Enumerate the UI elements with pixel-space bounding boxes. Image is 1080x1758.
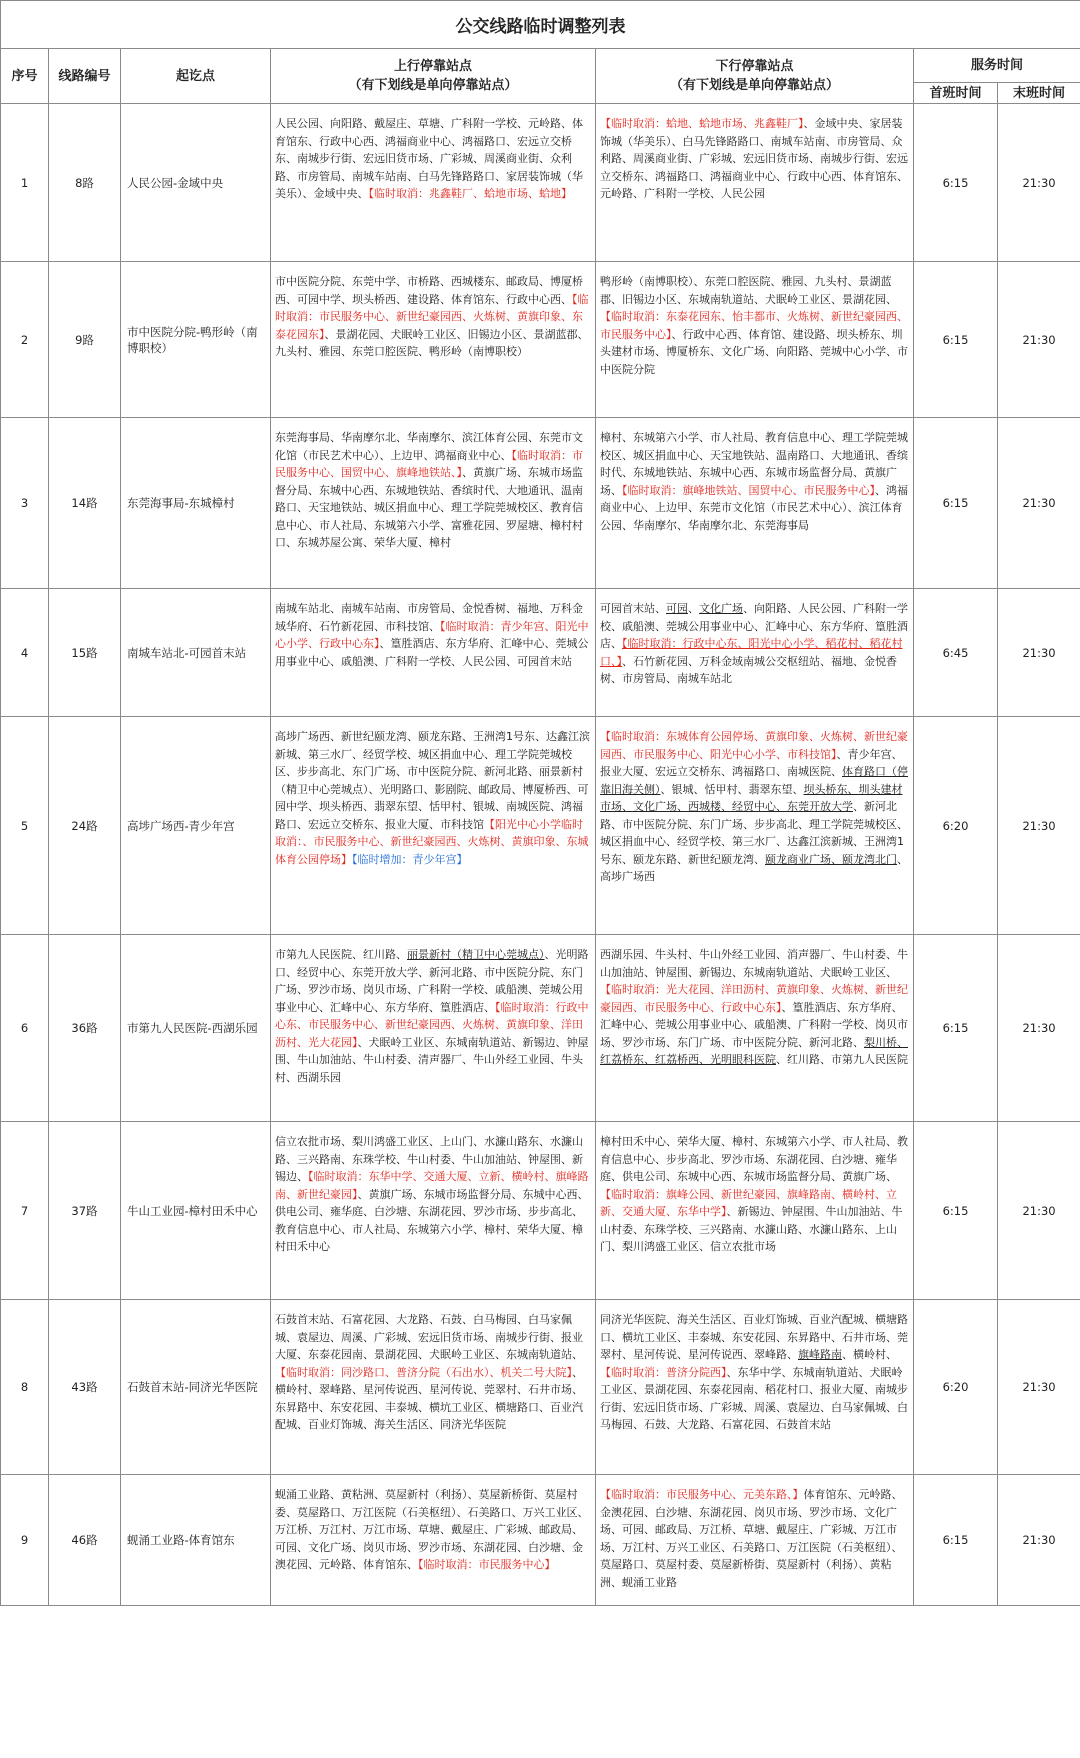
first-bus-time: 6:15 <box>914 1475 998 1606</box>
table-row <box>1 589 1080 717</box>
cancelled-stops-note: 【临时取消：同沙路口、普济分院（石出水）、机关二号大院】 <box>275 1365 572 1379</box>
added-stops-note: 【临时增加：青少年宫】 <box>352 852 468 866</box>
row-seq: 3 <box>1 418 49 589</box>
one-way-stops: 梨川桥、红荔桥东、红荔桥西、光明眼科医院 <box>600 1035 908 1066</box>
stop-segment: 、青少年宫、报业大厦、宏远立交桥东、鸿福路口、南城医院、 <box>600 747 903 778</box>
stop-segment: 、鸿福商业中心、上边甲、东莞市文化馆（市民艺术中心）、滨江体育公园、华南摩尔、华南摩尔北、东莞海事局 <box>600 483 908 532</box>
stop-segment: 人民公园、向阳路、戴屋庄、草塘、广科附一学校、元岭路、体育馆东、行政中心西、鸿福商业中心、鸿福路口、宏远立交桥东、南城步行街、宏远旧货市场、广彩城、周溪商业街、众利路、市房管局、南城车站南、白马先锋路路口、家居装饰城（华美乐）、金域中央、 <box>275 117 583 200</box>
table-row <box>1 1300 1080 1475</box>
header-up-note: （有下划线是单向停靠站点） <box>348 78 518 93</box>
down-stops <box>596 262 914 418</box>
cancelled-stops-note: 【临时取消：市民服务中心、新世纪豪园西、火炼树、黄旗印象、东泰花园东】 <box>275 292 589 341</box>
origin-destination: 东莞海事局-东城樟村 <box>121 418 271 589</box>
one-way-stops: 体育路口（停靠旧海关侧） <box>600 765 908 796</box>
last-bus-time: 21:30 <box>998 935 1080 1122</box>
row-seq: 9 <box>1 1475 49 1606</box>
cancelled-stops-note: 【临时取消：行政中心东、阳光中心小学、稻花村、稻花村口、】 <box>600 637 903 668</box>
header-down-stops <box>596 49 914 104</box>
down-stops <box>596 1475 914 1606</box>
last-bus-time: 21:30 <box>998 418 1080 589</box>
line-code: 24路 <box>49 717 121 935</box>
down-stops <box>596 1122 914 1300</box>
stop-segment: 樟村、东城第六小学、市人社局、教育信息中心、理工学院莞城校区、城区捐血中心、天宝地铁站、温南路口、大地通讯、香缤时代、东城地铁站、东城中心西、东城市场监督分局、黄旗广场、 <box>600 431 908 497</box>
up-stops <box>271 262 596 418</box>
origin-destination: 高埗广场西-青少年宫 <box>121 717 271 935</box>
stop-segment: 、 <box>688 602 699 615</box>
up-stops <box>271 418 596 589</box>
stop-segment: 、横岭村、翠峰路、星河传说西、星河传说、莞翠村、石井市场、东昇路中、东安花园、丰泰城、横坑工业区、横塘路口、百业汽配城、百业灯饰城、海关生活区、同济光华医院 <box>275 1365 583 1431</box>
stop-segment: 、犬眠岭工业区、东城南轨道站、新锡边、钟屋围、牛山加油站、牛山村委、清声器厂、牛山外经工业园、牛头村、西湖乐园 <box>275 1035 589 1084</box>
first-bus-time: 6:20 <box>914 717 998 935</box>
stop-segment: 、光明路口、经贸中心、东莞开放大学、新河北路、市中医院分院、东门广场、罗沙市场、岗贝市场、广科附一学校、戚船澳、莞城公用事业中心、汇峰中心、东方华府、篁胜酒店、 <box>275 948 589 1014</box>
row-seq: 5 <box>1 717 49 935</box>
header-first-bus: 首班时间 <box>914 83 998 104</box>
table-row <box>1 418 1080 589</box>
one-way-stops: 坝头桥东、圳头建材市场、文化广场、西城楼、经贸中心、东莞开放大学 <box>600 782 903 813</box>
table-row <box>1 104 1080 262</box>
last-bus-time: 21:30 <box>998 262 1080 418</box>
table-title: 公交线路临时调整列表 <box>1 1 1080 49</box>
header-up-title: 上行停靠站点 <box>393 59 472 74</box>
down-stops <box>596 104 914 262</box>
stop-segment: 、高埗广场西 <box>600 852 908 883</box>
row-seq: 7 <box>1 1122 49 1300</box>
stop-segment: 市中医院分院、东莞中学、市桥路、西城楼东、邮政局、博厦桥西、可园中学、坝头桥西、建设路、体育馆东、行政中心西、 <box>275 275 583 306</box>
stop-segment: 、篁胜酒店、东方华府、汇峰中心、莞城公用事业中心、戚船澳、广科附一学校、岗贝市场、罗沙市场、东门广场、市中医院分院、新河北路、 <box>600 1000 908 1049</box>
origin-destination: 牛山工业园-樟村田禾中心 <box>121 1122 271 1300</box>
stop-segment: 、黄旗广场、东城市场监督分局、东城中心西、供电公司、雍华庭、白沙塘、东湖花园、罗沙市场、步步高北、教育信息中心、市人社局、东城第六小学、樟村、荣华大厦、樟村田禾中心 <box>275 1187 589 1253</box>
header-service-time: 服务时间 <box>914 49 1080 83</box>
cancelled-stops-note: 【临时取消：普济分院西】 <box>600 1365 727 1379</box>
up-stops <box>271 1475 596 1606</box>
stop-segment: 、行政中心西、体育馆、建设路、坝头桥东、圳头建材市场、博厦桥东、文化广场、向阳路、莞城中心小学、市中医院分院 <box>600 327 908 376</box>
up-stops <box>271 104 596 262</box>
table-row <box>1 262 1080 418</box>
origin-destination: 南城车站北-可园首末站 <box>121 589 271 717</box>
cancelled-stops-note: 【阳光中心小学临时取消：、市民服务中心、新世纪豪园西、火炼树、黄旗印象、东城体育公园停场】 <box>275 817 589 866</box>
stop-segment: 、黄旗广场、东城市场监督分局、东城中心西、东城地铁站、香缤时代、大地通讯、温南路口、天宝地铁站、城区捐血中心、理工学院莞城校区、教育信息中心、市人社局、东城第六小学、富雅花园、罗屋塘、樟村村口、东城苏屋公寓、荣华大厦、樟村 <box>275 466 583 549</box>
table-row <box>1 935 1080 1122</box>
header-down-note: （有下划线是单向停靠站点） <box>669 78 839 93</box>
up-stops <box>271 1122 596 1300</box>
header-down-title: 下行停靠站点 <box>715 59 794 74</box>
row-seq: 2 <box>1 262 49 418</box>
first-bus-time: 6:15 <box>914 104 998 262</box>
row-seq: 6 <box>1 935 49 1122</box>
table-body <box>1 104 1080 1606</box>
cancelled-stops-note: 【临时取消：青少年宫、阳光中心小学、行政中心东】 <box>275 619 589 650</box>
last-bus-time: 21:30 <box>998 1475 1080 1606</box>
last-bus-time: 21:30 <box>998 1122 1080 1300</box>
first-bus-time: 6:15 <box>914 935 998 1122</box>
stop-segment: 、向阳路、人民公园、广科附一学校、戚船澳、莞城公用事业中心、汇峰中心、东方华府、篁胜酒店、 <box>600 602 908 650</box>
stop-segment: 、新锡边、钟屋围、牛山加油站、牛山村委、东珠学校、三兴路南、水濂山路、水濂山路东、上山门、梨川鸿盛工业区、信立农批市场 <box>600 1205 903 1253</box>
row-seq: 4 <box>1 589 49 717</box>
down-stops <box>596 935 914 1122</box>
stop-segment: 高埗广场西、新世纪颐龙湾、颐龙东路、王洲湾1号东、达鑫江滨新城、第三水厂、经贸学校、城区捐血中心、理工学院莞城校区、步步高北、东门广场、市中医院分院、新河北路、丽景新村（精卫中心莞城点）、光明路口、影剧院、邮政局、博厦桥西、可园中学、坝头桥西、翡翠东望、恬甲村、银城、南城医院、鸿福路口、宏远立交桥东、报业大厦、市科技馆 <box>275 730 590 831</box>
line-code: 15路 <box>49 589 121 717</box>
stop-segment: 鸭形岭（南博职校）、东莞口腔医院、雅园、九头村、景湖蓝郡、旧锡边小区、东城南轨道站、犬眠岭工业区、景湖花园、 <box>600 275 897 306</box>
stop-segment: 可园首末站、 <box>600 602 666 615</box>
cancelled-stops-note: 【临时取消：市民服务中心、国贸中心、旗峰地铁站、】 <box>275 448 583 479</box>
stop-segment: 西湖乐园、牛头村、牛山外经工业园、消声器厂、牛山村委、牛山加油站、钟屋围、新锡边、东城南轨道站、犬眠岭工业区、 <box>600 948 908 979</box>
stop-segment: 、东华中学、东城南轨道站、犬眠岭工业区、景湖花园、东泰花园南、稻花村口、报业大厦、南城步行街、宏远旧货市场、广彩城、周溪、袁屋边、白马家佩城、白马梅园、石鼓、大龙路、石富花园、石鼓首末站 <box>600 1365 908 1431</box>
cancelled-stops-note: 【临时取消：东泰花园东、怡丰都市、火炼树、新世纪豪园西、市民服务中心】 <box>600 310 908 341</box>
cancelled-stops-note: 【临时取消：东城体育公园停场、黄旗印象、火炼树、新世纪豪园西、市民服务中心、阳光中心小学、市科技馆】 <box>600 730 908 761</box>
one-way-stops: 丽景新村（精卫中心莞城点） <box>407 948 545 961</box>
header-last-bus: 末班时间 <box>998 83 1080 104</box>
line-code: 14路 <box>49 418 121 589</box>
line-code: 8路 <box>49 104 121 262</box>
first-bus-time: 6:20 <box>914 1300 998 1475</box>
down-stops <box>596 1300 914 1475</box>
table-row <box>1 1122 1080 1300</box>
stop-segment: 、银城、恬甲村、翡翠东望、 <box>660 782 804 796</box>
origin-destination: 市第九人民医院-西湖乐园 <box>121 935 271 1122</box>
line-code: 9路 <box>49 262 121 418</box>
last-bus-time: 21:30 <box>998 589 1080 717</box>
up-stops <box>271 589 596 717</box>
stop-segment: 东莞海事局、华南摩尔北、华南摩尔、滨江体育公园、东莞市文化馆（市民艺术中心）、上边甲、鸿福商业中心、 <box>275 431 583 462</box>
one-way-stops: 旗峰路南 <box>798 1348 842 1361</box>
down-stops <box>596 717 914 935</box>
origin-destination: 石鼓首末站-同济光华医院 <box>121 1300 271 1475</box>
one-way-stops: 文化广场 <box>699 602 743 615</box>
stop-segment: 南城车站北、南城车站南、市房管局、金悦香树、福地、万科金域华府、石竹新花园、市科技馆、 <box>275 602 583 633</box>
cancelled-stops-note: 【临时取消：兆鑫鞋厂、蛤地市场、蛤地】 <box>368 187 572 200</box>
first-bus-time: 6:15 <box>914 1122 998 1300</box>
cancelled-stops-note: 【临时取消：光大花园、洋田沥村、黄旗印象、火炼树、新世纪豪园西、市民服务中心、行政中心东】 <box>600 983 908 1014</box>
cancelled-stops-note: 【临时取消：行政中心东、市民服务中心、新世纪豪园西、火炼树、黄旗印象、洋田沥村、光大花园】 <box>275 1000 589 1049</box>
header-line-code: 线路编号 <box>49 49 121 104</box>
stop-segment: 樟村田禾中心、荣华大厦、樟村、东城第六小学、市人社局、教育信息中心、步步高北、罗沙市场、东湖花园、白沙塘、雍华庭、供电公司、东城中心西、东城市场监督分局、黄旗广场、 <box>600 1135 908 1183</box>
stop-segment: 同济光华医院、海关生活区、百业灯饰城、百业汽配城、横塘路口、横坑工业区、丰泰城、东安花园、东昇路中、石井市场、莞翠村、星河传说、星河传说西、翠峰路、 <box>600 1313 908 1361</box>
stop-segment: 、横岭村、 <box>842 1348 897 1361</box>
line-code: 43路 <box>49 1300 121 1475</box>
up-stops <box>271 935 596 1122</box>
stop-segment: 、景湖花园、犬眠岭工业区、旧锡边小区、景湖蓝郡、九头村、雅园、东莞口腔医院、鸭形岭（南博职校） <box>275 327 589 358</box>
stop-segment: 市第九人民医院、红川路、 <box>275 948 407 961</box>
header-up-stops <box>271 49 596 104</box>
header-origin-destination: 起讫点 <box>121 49 271 104</box>
down-stops <box>596 589 914 717</box>
one-way-stops: 可园 <box>666 602 688 615</box>
origin-destination: 蚬涌工业路-体育馆东 <box>121 1475 271 1606</box>
stop-segment: 石鼓首末站、石富花园、大龙路、石鼓、白马梅园、白马家佩城、袁屋边、周溪、广彩城、宏远旧货市场、南城步行街、报业大厦、东泰花园南、景湖花园、犬眠岭工业区、东城南轨道站、 <box>275 1313 583 1361</box>
cancelled-stops-note: 【临时取消：市民服务中心】 <box>418 1558 556 1571</box>
stop-segment: 体育馆东、元岭路、金澳花园、白沙塘、东湖花园、岗贝市场、罗沙市场、文化广场、可园、邮政局、万江桥、草塘、戴屋庄、广彩城、万江市场、万江村、万兴工业区、石美路口、万江医院（石美枢纽）、莫屋路口、莫屋村委、莫屋新桥街、莫屋新村（利扬）、黄粘洲、蚬涌工业路 <box>600 1488 903 1589</box>
stop-segment: 、新河北路、市中医院分院、东门广场、步步高北、理工学院莞城校区、城区捐血中心、经贸学校、第三水厂、达鑫江滨新城、王洲湾1号东、颐龙东路、新世纪颐龙湾、 <box>600 800 908 866</box>
row-seq: 1 <box>1 104 49 262</box>
down-stops <box>596 418 914 589</box>
line-code: 46路 <box>49 1475 121 1606</box>
cancelled-stops-note: 【临时取消：东华中学、交通大厦、立新、横岭村、旗峰路南、新世纪豪园】 <box>275 1170 589 1201</box>
stop-segment: 信立农批市场、梨川鸿盛工业区、上山门、水濂山路东、水濂山路、三兴路南、东珠学校、牛山村委、牛山加油站、钟屋围、新锡边、 <box>275 1135 583 1183</box>
cancelled-stops-note: 【临时取消：市民服务中心、元美东路、】 <box>600 1488 804 1501</box>
line-code: 37路 <box>49 1122 121 1300</box>
origin-destination: 市中医院分院-鸭形岭（南博职校） <box>121 262 271 418</box>
last-bus-time: 21:30 <box>998 717 1080 935</box>
one-way-stops: 颐龙商业广场、颐龙湾北门 <box>765 852 897 866</box>
cancelled-stops-note: 【临时取消：蛤地、蛤地市场、兆鑫鞋厂】 <box>600 117 804 130</box>
stop-segment: 、红川路、市第九人民医院 <box>776 1053 908 1066</box>
first-bus-time: 6:45 <box>914 589 998 717</box>
row-seq: 8 <box>1 1300 49 1475</box>
table-row <box>1 1475 1080 1606</box>
cancelled-stops-note: 【临时取消：旗峰公园、新世纪豪园、旗峰路南、横岭村、立新、交通大厦、东华中学】 <box>600 1187 897 1218</box>
line-code: 36路 <box>49 935 121 1122</box>
stop-segment: 蚬涌工业路、黄粘洲、莫屋新村（利扬）、莫屋新桥街、莫屋村委、莫屋路口、万江医院（石美枢纽）、石美路口、万兴工业区、万江桥、万江村、万江市场、草塘、戴屋庄、广彩城、邮政局、可园、文化广场、岗贝市场、罗沙市场、东湖花园、白沙塘、金澳花园、元岭路、体育馆东、 <box>275 1488 589 1571</box>
cancelled-stops-note: 【临时取消：旗峰地铁站、国贸中心、市民服务中心】 <box>622 483 875 497</box>
table-row <box>1 717 1080 935</box>
up-stops <box>271 1300 596 1475</box>
stop-segment: 、金域中央、家居装饰城（华美乐）、白马先锋路路口、南城车站南、市房管局、众利路、周溪商业街、广彩城、宏远旧货市场、南城步行街、宏远立交桥东、鸿福路口、鸿福商业中心、行政中心西、体育馆东、元岭路、广科附一学校、人民公园 <box>600 117 908 200</box>
stop-segment: 、篁胜酒店、东方华府、汇峰中心、莞城公用事业中心、戚船澳、广科附一学校、人民公园、可园首末站 <box>275 637 589 668</box>
up-stops <box>271 717 596 935</box>
last-bus-time: 21:30 <box>998 1300 1080 1475</box>
origin-destination: 人民公园-金域中央 <box>121 104 271 262</box>
header-seq: 序号 <box>1 49 49 104</box>
stop-segment: 、石竹新花园、万科金域南城公交枢纽站、福地、金悦香树、市房管局、南城车站北 <box>600 654 897 685</box>
last-bus-time: 21:30 <box>998 104 1080 262</box>
first-bus-time: 6:15 <box>914 262 998 418</box>
first-bus-time: 6:15 <box>914 418 998 589</box>
